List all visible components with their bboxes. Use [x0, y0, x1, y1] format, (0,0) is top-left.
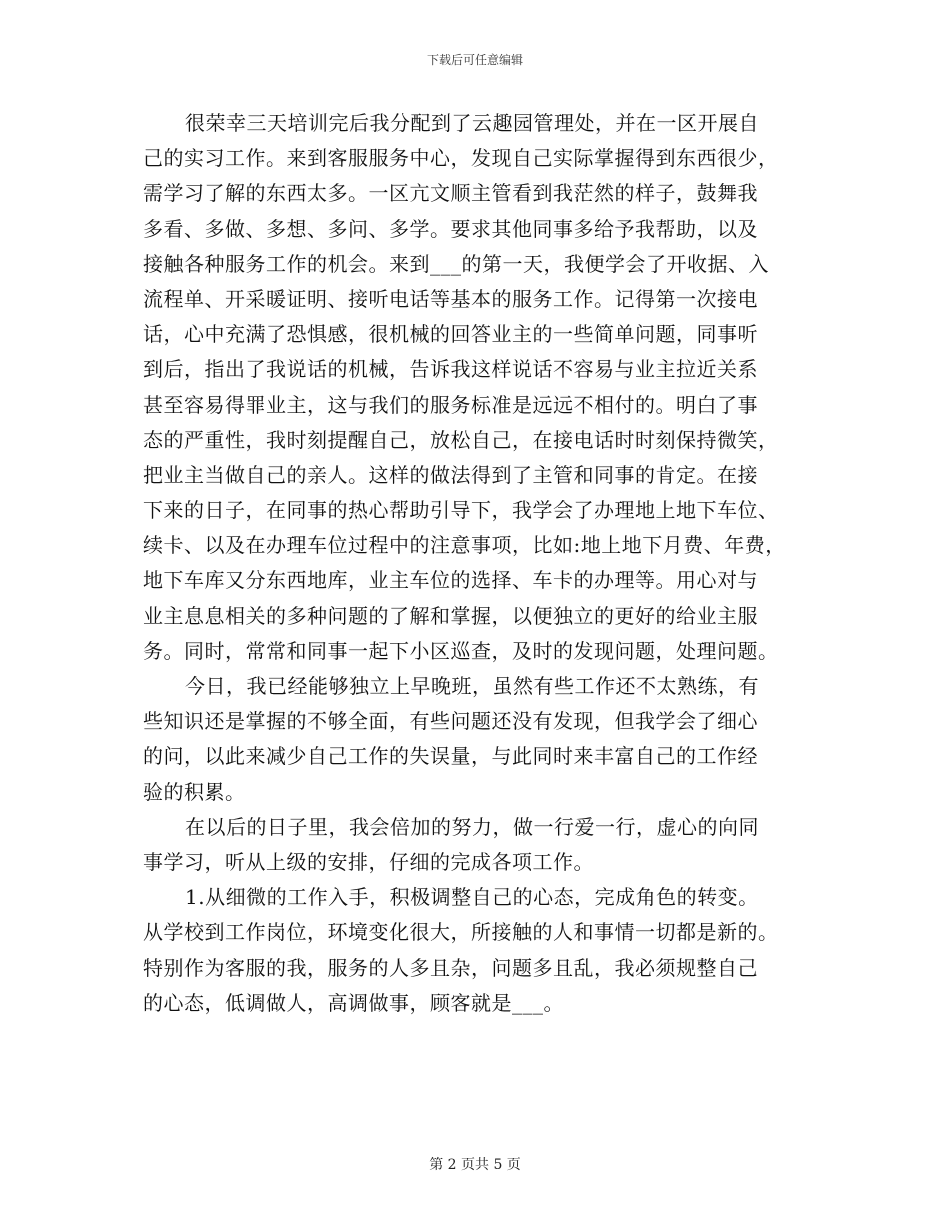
text-line: 1.从细微的工作入手，积极调整自己的心态，完成角色的转变。: [185, 885, 759, 910]
document-body: [143, 106, 823, 1021]
text-line: 事学习，听从上级的安排，仔细的完成各项工作。: [143, 849, 594, 874]
text-line: 到后，指出了我说话的机械，告诉我这样说话不容易与业主拉近关系: [143, 357, 758, 382]
text-line: 的心态，低调做人，高调做事，顾客就是___。: [143, 990, 564, 1015]
text-line: 验的积累。: [143, 779, 246, 804]
text-line: 很荣幸三天培训完后我分配到了云趣园管理处，并在一区开展自: [185, 111, 759, 135]
page-header: 下载后可任意编辑: [426, 53, 523, 67]
text-line: 今日，我已经能够独立上早晚班，虽然有些工作还不太熟练，有: [185, 674, 759, 698]
text-line: 业主息息相关的多种问题的了解和掌握，以便独立的更好的给业主服: [143, 603, 758, 628]
paragraph-2: [143, 669, 823, 810]
text-line: 流程单、开采暖证明、接听电话等基本的服务工作。记得第一次接电: [143, 286, 758, 311]
text-line: 多看、多做、多想、多问、多学。要求其他同事多给予我帮助，以及: [143, 216, 758, 241]
text-line: 特别作为客服的我，服务的人多且杂，问题多且乱，我必须规整自己: [143, 955, 758, 980]
page-footer: 第 2 页共 5 页: [429, 1157, 521, 1173]
paragraph-1: [143, 106, 823, 669]
paragraph-3: [143, 810, 823, 880]
text-line: 话，心中充满了恐惧感，很机械的回答业主的一些简单问题，同事听: [143, 322, 758, 347]
text-line: 从学校到工作岗位，环境变化很大，所接触的人和事情一切都是新的。: [143, 920, 779, 945]
text-line: 续卡、以及在办理车位过程中的注意事项，比如:地上地下月费、年费，: [143, 533, 786, 558]
text-line: 下来的日子，在同事的热心帮助引导下，我学会了办理地上地下车位、: [143, 498, 779, 523]
text-line: 态的严重性，我时刻提醒自己，放松自己，在接电话时时刻保持微笑，: [143, 427, 779, 452]
text-line: 务。同时，常常和同事一起下小区巡查，及时的发现问题，处理问题。: [143, 638, 779, 663]
text-line: 些知识还是掌握的不够全面，有些问题还没有发现，但我学会了细心: [143, 709, 758, 734]
text-line: 的问，以此来减少自己工作的失误量，与此同时来丰富自己的工作经: [143, 744, 758, 769]
text-line: 地下车库又分东西地库，业主车位的选择、车卡的办理等。用心对与: [143, 568, 758, 593]
text-line: 把业主当做自己的亲人。这样的做法得到了主管和同事的肯定。在接: [143, 462, 758, 487]
text-line: 需学习了解的东西太多。一区亢文顺主管看到我茫然的样子，鼓舞我: [143, 181, 758, 206]
text-line: 在以后的日子里，我会倍加的努力，做一行爱一行，虚心的向同: [185, 814, 759, 839]
text-line: 接触各种服务工作的机会。来到___的第一天，我便学会了开收据、入: [143, 251, 769, 276]
paragraph-4: [143, 880, 823, 1021]
text-line: 己的实习工作。来到客服服务中心，发现自己实际掌握得到东西很少，: [143, 146, 779, 171]
text-line: 甚至容易得罪业主，这与我们的服务标准是远远不相付的。明白了事: [143, 392, 758, 417]
